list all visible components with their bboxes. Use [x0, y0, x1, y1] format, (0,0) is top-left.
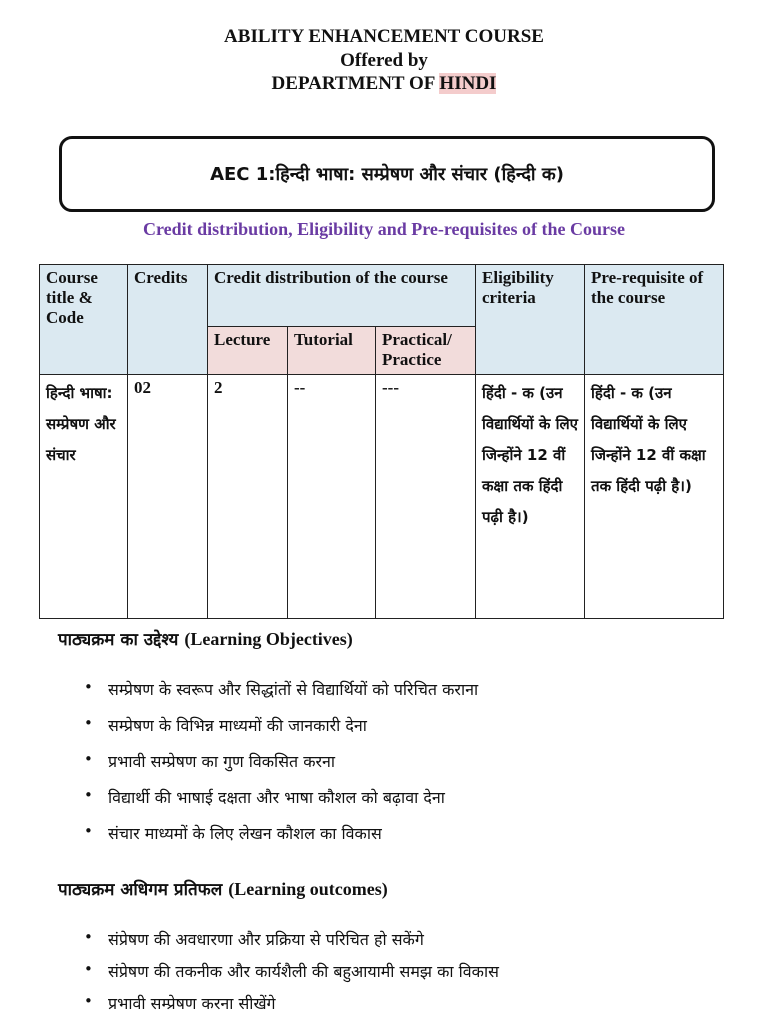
cell-credits: 02: [128, 375, 208, 619]
header-credit-distribution: Credit distribution of the course: [208, 265, 476, 327]
list-item: [82, 928, 499, 960]
cell-lecture: 2: [208, 375, 288, 619]
cell-course-name: हिन्दी भाषा: सम्प्रेषण और संचार: [40, 375, 128, 619]
objective-text: संचार माध्यमों के लिए लेखन कौशल का विकास: [108, 824, 382, 843]
bullet-icon: •: [84, 928, 93, 946]
outcomes-list: [82, 928, 499, 1024]
bullet-icon: •: [84, 750, 93, 768]
department-prefix: DEPARTMENT OF: [271, 73, 440, 94]
outcome-text: प्रभावी सम्प्रेषण करना सीखेंगे: [108, 994, 276, 1013]
bullet-icon: •: [84, 992, 93, 1010]
course-title: AEC 1:हिन्दी भाषा: सम्प्रेषण और संचार (हिन्दी क): [210, 164, 564, 185]
objective-text: प्रभावी सम्प्रेषण का गुण विकसित करना: [108, 752, 336, 771]
objective-text: सम्प्रेषण के स्वरूप और सिद्धांतों से विद्यार्थियों को परिचित कराना: [108, 680, 479, 699]
outcomes-heading-english: (Learning outcomes): [228, 879, 388, 899]
header-prerequisite: Pre-requisite of the course: [585, 265, 724, 375]
objectives-heading-hindi: पाठ्यक्रम का उद्देश्य: [58, 630, 179, 650]
objectives-heading: [58, 627, 353, 650]
list-item: [82, 714, 478, 750]
department-name-highlight: HINDI: [439, 73, 497, 94]
list-item: [82, 822, 478, 858]
bullet-icon: •: [84, 714, 93, 732]
outcome-text: संप्रेषण की तकनीक और कार्यशैली की बहुआयामी समझ का विकास: [108, 962, 499, 981]
department-line: [0, 73, 768, 95]
outcomes-heading-hindi: पाठ्यक्रम अधिगम प्रतिफल: [58, 880, 223, 900]
cell-prerequisite: हिंदी - क (उन विद्यार्थियों के लिए जिन्होंने 12 वीं कक्षा तक हिंदी पढ़ी है।): [585, 375, 724, 619]
header-tutorial: Tutorial: [288, 327, 376, 375]
list-item: [82, 750, 478, 786]
objectives-list: [82, 678, 478, 858]
list-item: [82, 678, 478, 714]
bullet-icon: •: [84, 786, 93, 804]
objective-text: सम्प्रेषण के विभिन्न माध्यमों की जानकारी देना: [108, 716, 367, 735]
list-item: [82, 960, 499, 992]
course-title-box: [59, 136, 715, 212]
bullet-icon: •: [84, 960, 93, 978]
offered-by-label: Offered by: [340, 50, 428, 71]
header-credits: Credits: [128, 265, 208, 375]
cell-tutorial: --: [288, 375, 376, 619]
document-title: ABILITY ENHANCEMENT COURSE: [224, 26, 544, 47]
credit-section-title: Credit distribution, Eligibility and Pre-requisites of the Course: [142, 219, 626, 239]
objectives-heading-english: (Learning Objectives): [184, 629, 353, 649]
header-eligibility: Eligibility criteria: [476, 265, 585, 375]
credit-distribution-table: [39, 264, 724, 619]
list-item: [82, 786, 478, 822]
outcome-text: संप्रेषण की अवधारणा और प्रक्रिया से परिचित हो सकेंगे: [108, 930, 424, 949]
objective-text: विद्यार्थी की भाषाई दक्षता और भाषा कौशल को बढ़ावा देना: [108, 788, 445, 807]
table-row: [40, 375, 724, 619]
list-item: [82, 992, 499, 1024]
bullet-icon: •: [84, 678, 93, 696]
cell-practical: ---: [376, 375, 476, 619]
outcomes-heading: [58, 877, 388, 900]
header-course-title-code: Course title & Code: [40, 265, 128, 375]
cell-eligibility: हिंदी - क (उन विद्यार्थियों के लिए जिन्होंने 12 वीं कक्षा तक हिंदी पढ़ी है।): [476, 375, 585, 619]
header-practical: Practical/ Practice: [376, 327, 476, 375]
bullet-icon: •: [84, 822, 93, 840]
header-lecture: Lecture: [208, 327, 288, 375]
